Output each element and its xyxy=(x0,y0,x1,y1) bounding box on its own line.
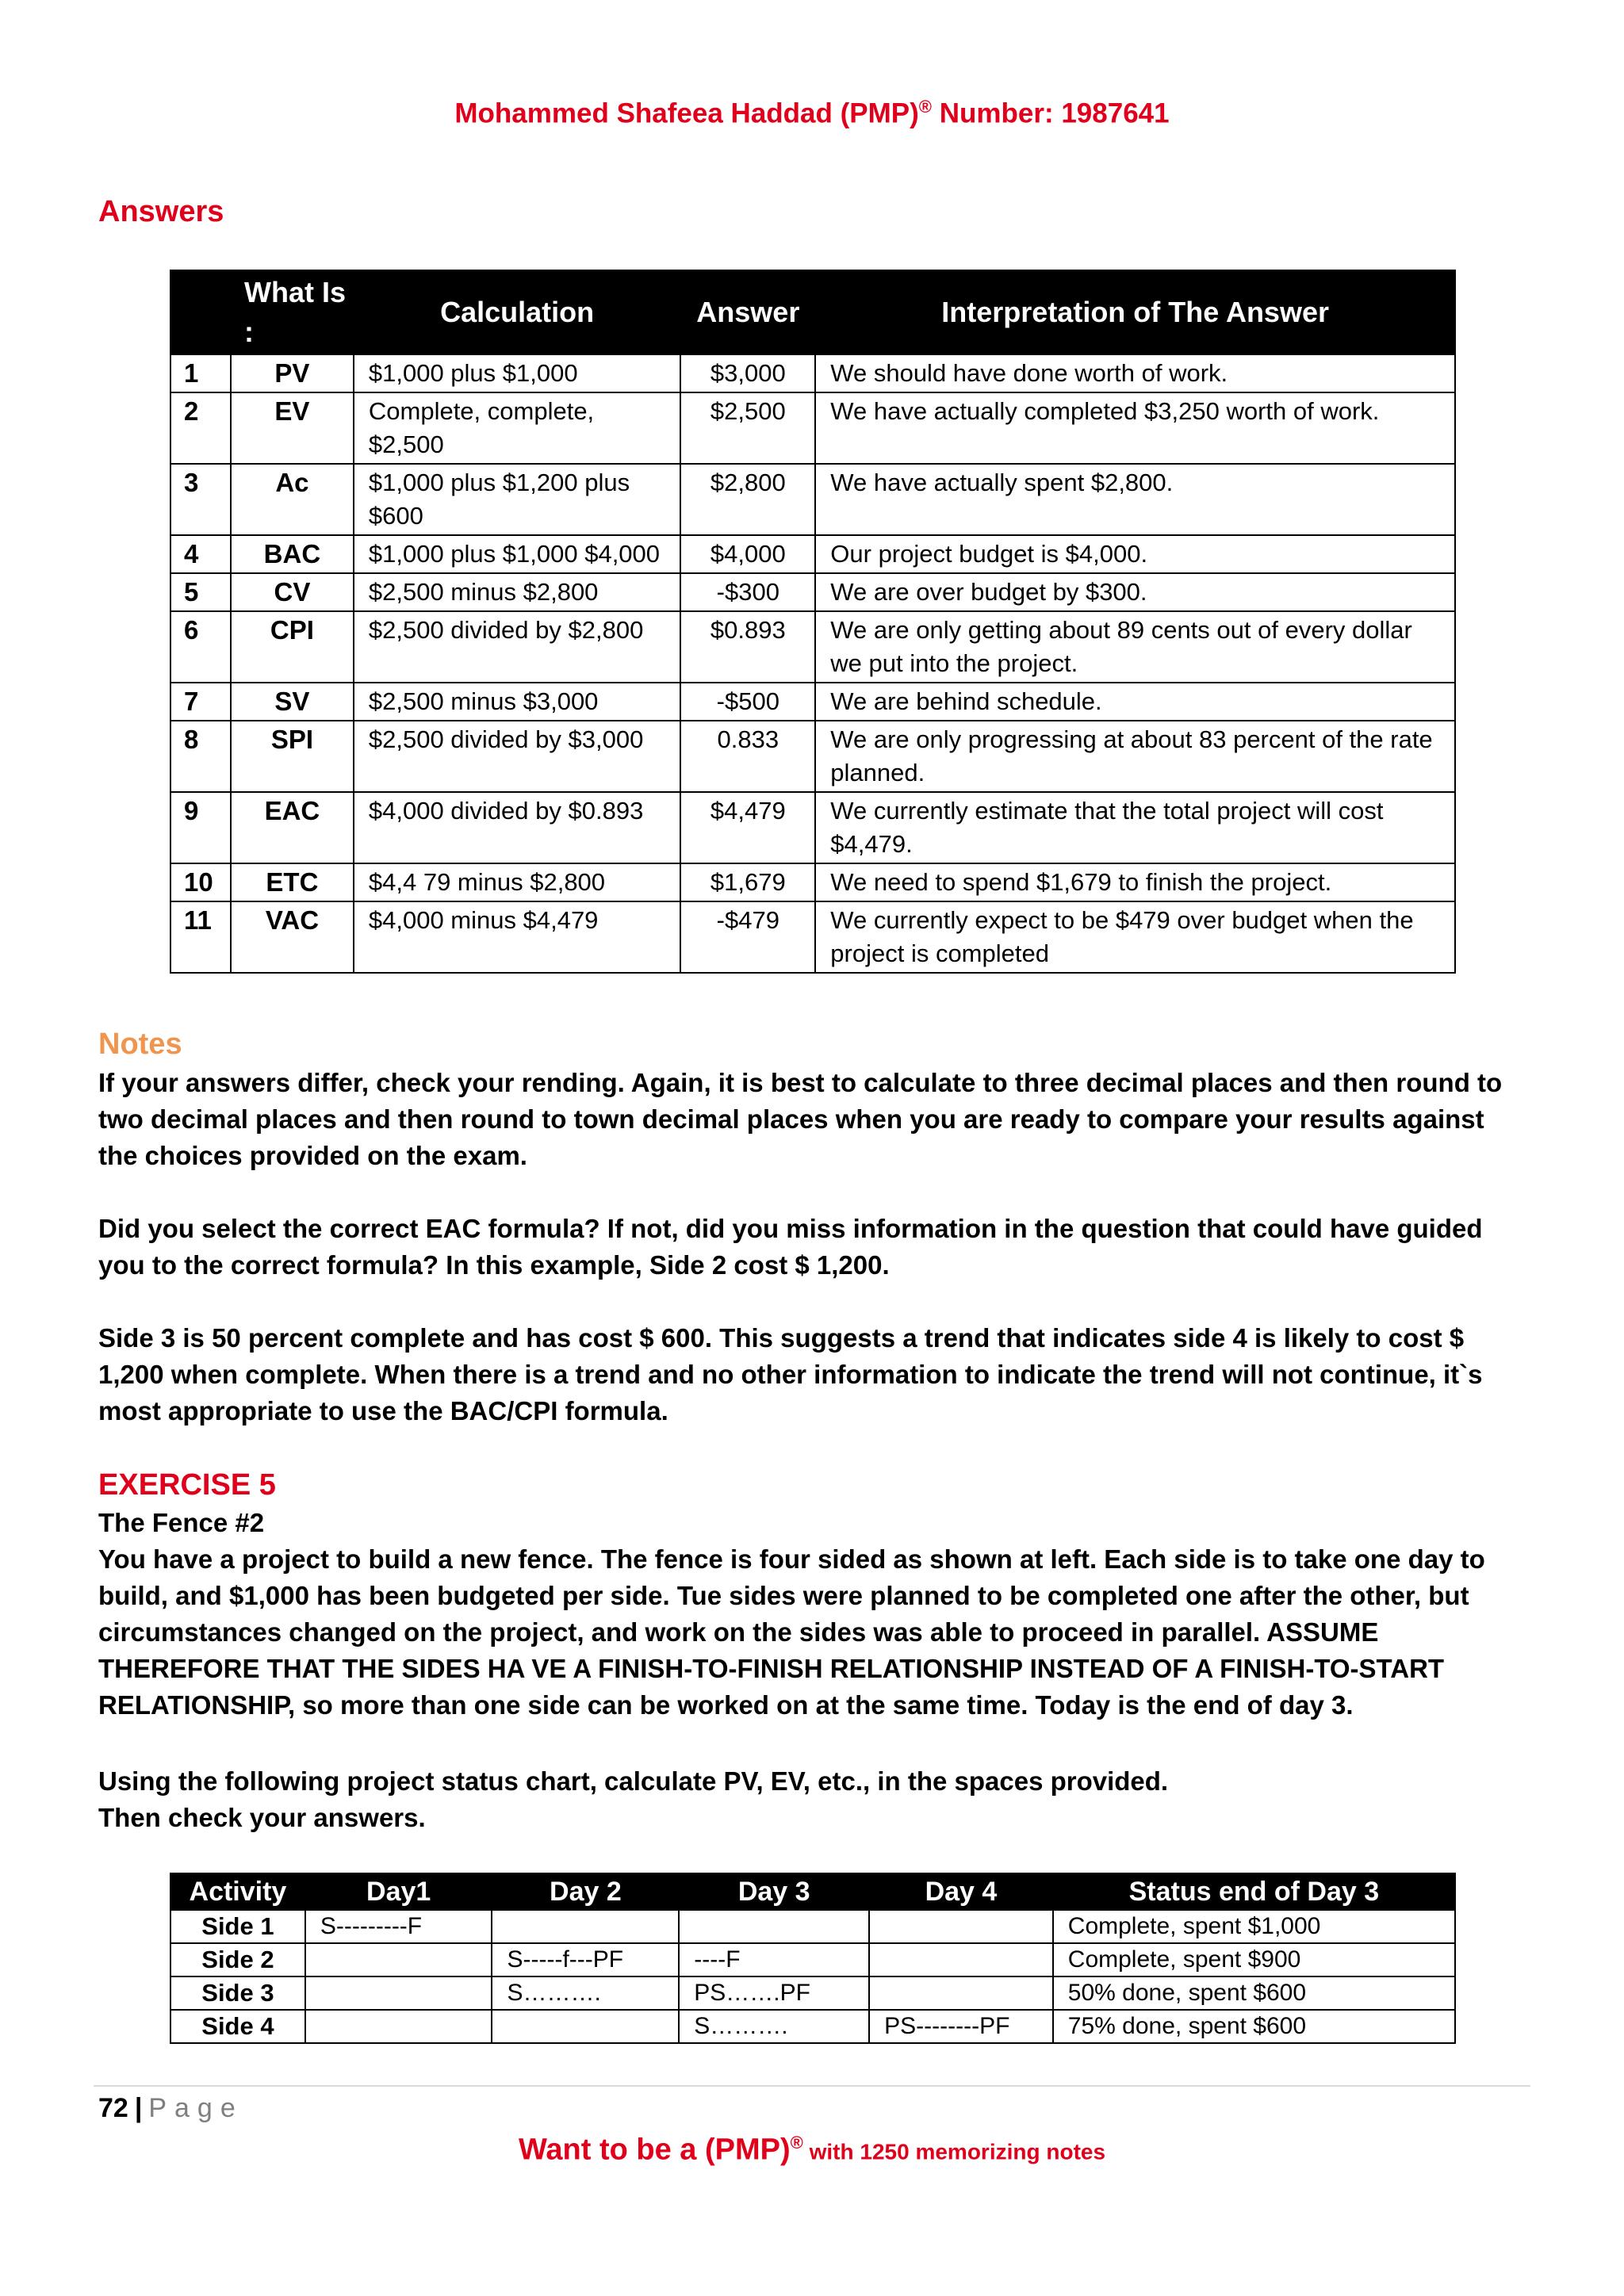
notes-title: Notes xyxy=(98,1027,182,1061)
row-calculation: $2,500 divided by $3,000 xyxy=(354,721,681,792)
answers-header-row xyxy=(170,270,1455,354)
footer-small: with 1250 memorizing notes xyxy=(802,2139,1106,2164)
table-row xyxy=(170,354,1455,392)
row-answer: $4,000 xyxy=(680,535,815,573)
row-interpretation: We need to spend $1,679 to finish the project. xyxy=(815,863,1455,901)
row-interpretation: We are only progressing at about 83 percent of the rate planned. xyxy=(815,721,1455,792)
row-day3 xyxy=(679,1910,869,1943)
row-number: 4 xyxy=(170,535,231,573)
row-day4: PS--------PF xyxy=(869,2010,1053,2043)
row-number: 7 xyxy=(170,683,231,721)
row-activity: Side 3 xyxy=(170,1976,305,2010)
row-interpretation: We currently estimate that the total project will cost $4,479. xyxy=(815,792,1455,863)
row-calculation: $4,000 divided by $0.893 xyxy=(354,792,681,863)
row-day2 xyxy=(492,2010,679,2043)
row-interpretation: We are over budget by $300. xyxy=(815,573,1455,611)
row-day4 xyxy=(869,1910,1053,1943)
answers-title: Answers xyxy=(98,195,224,228)
row-number: 5 xyxy=(170,573,231,611)
row-status: Complete, spent $900 xyxy=(1053,1943,1455,1976)
row-number: 3 xyxy=(170,464,231,535)
table-row xyxy=(170,792,1455,863)
exercise-subtitle: The Fence #2 xyxy=(98,1508,265,1537)
notes-paragraph-2: Did you select the correct EAC formula? If not, did you miss information in the question that could have guided you to the correct formula? In this example, Side 2 cost $ 1,200. xyxy=(98,1214,1483,1280)
row-interpretation: We have actually completed $3,250 worth of work. xyxy=(815,392,1455,464)
exercise-title: EXERCISE 5 xyxy=(98,1468,276,1502)
header-number: Number: 1987641 xyxy=(932,98,1170,129)
row-number: 9 xyxy=(170,792,231,863)
table-row xyxy=(170,2010,1455,2043)
row-answer: $1,679 xyxy=(680,863,815,901)
page-number xyxy=(98,2093,243,2124)
footer-divider xyxy=(94,2085,1530,2087)
answers-col-interpretation: Interpretation of The Answer xyxy=(815,270,1455,354)
row-calculation: $1,000 plus $1,000 xyxy=(354,354,681,392)
row-interpretation: We are behind schedule. xyxy=(815,683,1455,721)
row-day3: PS…….PF xyxy=(679,1976,869,2010)
row-calculation: Complete, complete, $2,500 xyxy=(354,392,681,464)
notes-paragraph-3: Side 3 is 50 percent complete and has cost $ 600. This suggests a trend that indicates side 4 is likely to cost $ 1,200 when complete. When there is a trend and no other information to indicate the trend will not continue, it`s most appropriate to use the BAC/CPI formula. xyxy=(98,1323,1483,1425)
table-row xyxy=(170,863,1455,901)
row-answer: $2,500 xyxy=(680,392,815,464)
status-header-row xyxy=(170,1873,1455,1910)
row-day3: S………. xyxy=(679,2010,869,2043)
status-col-day4: Day 4 xyxy=(869,1873,1053,1910)
document-header xyxy=(0,97,1624,130)
table-row xyxy=(170,901,1455,973)
table-row xyxy=(170,683,1455,721)
row-interpretation: We currently expect to be $479 over budget when the project is completed xyxy=(815,901,1455,973)
row-number: 1 xyxy=(170,354,231,392)
answers-col-num xyxy=(170,270,231,354)
status-col-day2: Day 2 xyxy=(492,1873,679,1910)
table-row xyxy=(170,611,1455,683)
row-abbreviation: CV xyxy=(231,573,354,611)
notes-paragraph-1: If your answers differ, check your rending. Again, it is best to calculate to three decimal places and then round to two decimal places and then round to town decimal places when you are ready to compare your results against the choices provided on the exam. xyxy=(98,1068,1503,1170)
row-number: 10 xyxy=(170,863,231,901)
table-row xyxy=(170,1943,1455,1976)
page-separator: | xyxy=(134,2093,143,2123)
table-row xyxy=(170,1910,1455,1943)
table-row xyxy=(170,1976,1455,2010)
footer-banner xyxy=(0,2133,1624,2168)
row-calculation: $1,000 plus $1,200 plus $600 xyxy=(354,464,681,535)
row-status: 50% done, spent $600 xyxy=(1053,1976,1455,2010)
row-number: 8 xyxy=(170,721,231,792)
table-row xyxy=(170,573,1455,611)
row-day2 xyxy=(492,1910,679,1943)
row-day1 xyxy=(305,2010,492,2043)
row-activity: Side 1 xyxy=(170,1910,305,1943)
row-calculation: $4,000 minus $4,479 xyxy=(354,901,681,973)
row-activity: Side 4 xyxy=(170,2010,305,2043)
status-col-day1: Day1 xyxy=(305,1873,492,1910)
row-abbreviation: EAC xyxy=(231,792,354,863)
row-number: 6 xyxy=(170,611,231,683)
row-day3: ----F xyxy=(679,1943,869,1976)
row-calculation: $2,500 minus $3,000 xyxy=(354,683,681,721)
row-day1: S---------F xyxy=(305,1910,492,1943)
row-answer: 0.833 xyxy=(680,721,815,792)
row-day1 xyxy=(305,1943,492,1976)
status-chart-table xyxy=(170,1873,1456,2044)
row-abbreviation: SPI xyxy=(231,721,354,792)
exercise-instruction-2: Then check your answers. xyxy=(98,1803,426,1832)
answers-col-answer: Answer xyxy=(680,270,815,354)
row-day4 xyxy=(869,1976,1053,2010)
header-author: Mohammed Shafeea Haddad (PMP) xyxy=(454,98,919,129)
row-number: 11 xyxy=(170,901,231,973)
row-calculation: $2,500 minus $2,800 xyxy=(354,573,681,611)
row-day1 xyxy=(305,1976,492,2010)
row-answer: $2,800 xyxy=(680,464,815,535)
row-calculation: $2,500 divided by $2,800 xyxy=(354,611,681,683)
row-abbreviation: EV xyxy=(231,392,354,464)
row-answer: -$300 xyxy=(680,573,815,611)
row-interpretation: We have actually spent $2,800. xyxy=(815,464,1455,535)
row-interpretation: We are only getting about 89 cents out of every dollar we put into the project. xyxy=(815,611,1455,683)
table-row xyxy=(170,535,1455,573)
row-day2: S-----f---PF xyxy=(492,1943,679,1976)
footer-main: Want to be a (PMP) xyxy=(518,2133,791,2167)
header-registered-mark: ® xyxy=(918,97,932,117)
page-number-value: 72 xyxy=(98,2093,128,2123)
status-col-status: Status end of Day 3 xyxy=(1053,1873,1455,1910)
row-abbreviation: PV xyxy=(231,354,354,392)
answers-table xyxy=(170,270,1456,974)
row-day2: S………. xyxy=(492,1976,679,2010)
row-interpretation: We should have done worth of work. xyxy=(815,354,1455,392)
answers-body xyxy=(170,354,1455,973)
status-col-activity: Activity xyxy=(170,1873,305,1910)
row-abbreviation: Ac xyxy=(231,464,354,535)
row-day4 xyxy=(869,1943,1053,1976)
row-activity: Side 2 xyxy=(170,1943,305,1976)
table-row xyxy=(170,392,1455,464)
footer-registered-mark: ® xyxy=(790,2133,803,2152)
row-abbreviation: ETC xyxy=(231,863,354,901)
status-body xyxy=(170,1910,1455,2043)
row-number: 2 xyxy=(170,392,231,464)
row-answer: $0.893 xyxy=(680,611,815,683)
page-label: Page xyxy=(148,2093,243,2123)
table-row xyxy=(170,721,1455,792)
table-row xyxy=(170,464,1455,535)
row-abbreviation: BAC xyxy=(231,535,354,573)
row-calculation: $1,000 plus $1,000 $4,000 xyxy=(354,535,681,573)
exercise-body: You have a project to build a new fence. The fence is four sided as shown at left. Each side is to take one day to build, and $1,000 has been budgeted per side. Tue sides were planned to be completed one after the other, but circumstances changed on the project, and work on the sides was able to proceed in parallel. ASSUME THEREFORE THAT THE SIDES HA VE A FINISH-TO-FINISH RELATIONSHIP INSTEAD OF A FINISH-TO-START RELATIONSHIP, so more than one side can be worked on at the same time. Today is the end of day 3. xyxy=(98,1544,1485,1720)
row-abbreviation: VAC xyxy=(231,901,354,973)
row-calculation: $4,4 79 minus $2,800 xyxy=(354,863,681,901)
exercise-instruction-1: Using the following project status chart, calculate PV, EV, etc., in the spaces provided. xyxy=(98,1766,1169,1796)
row-answer: -$479 xyxy=(680,901,815,973)
row-status: Complete, spent $1,000 xyxy=(1053,1910,1455,1943)
row-abbreviation: SV xyxy=(231,683,354,721)
row-answer: -$500 xyxy=(680,683,815,721)
row-interpretation: Our project budget is $4,000. xyxy=(815,535,1455,573)
row-answer: $4,479 xyxy=(680,792,815,863)
row-status: 75% done, spent $600 xyxy=(1053,2010,1455,2043)
answers-col-calculation: Calculation xyxy=(354,270,681,354)
status-col-day3: Day 3 xyxy=(679,1873,869,1910)
row-answer: $3,000 xyxy=(680,354,815,392)
answers-col-what: What Is : xyxy=(231,270,354,354)
row-abbreviation: CPI xyxy=(231,611,354,683)
